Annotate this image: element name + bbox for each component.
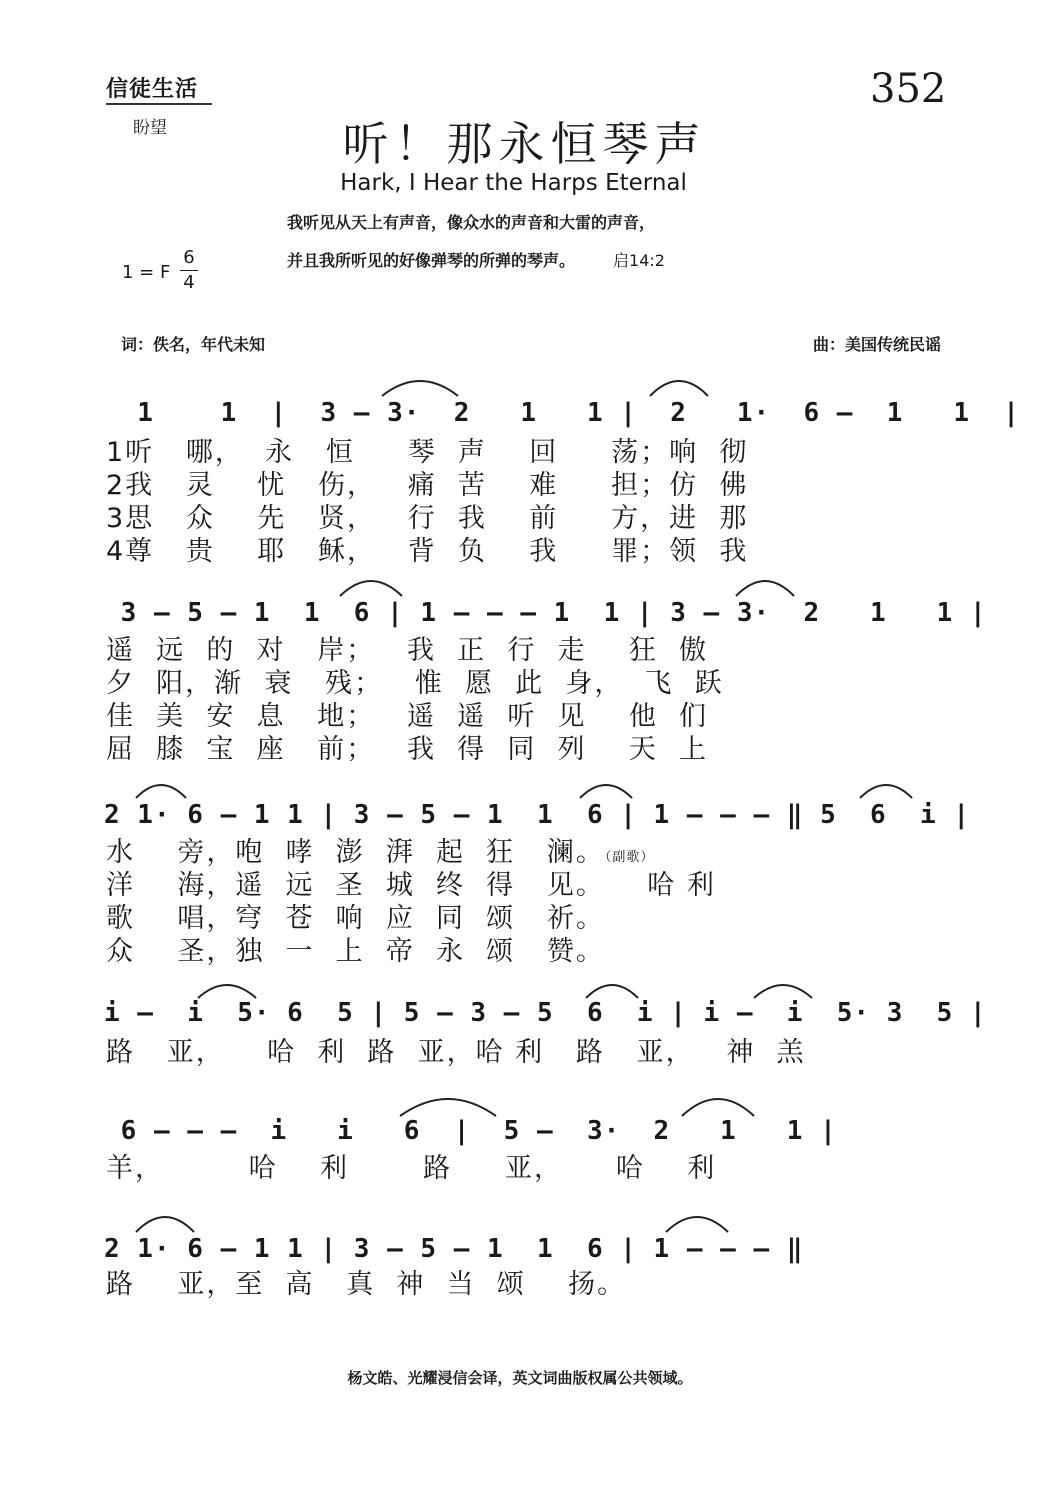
lyric-line-2-verse-1: 遥 远 的 对 岸； 我 正 行 走 狂 傲 <box>106 635 708 666</box>
notation-line-4: i – i 5· 6 5 | 5 – 3 – 5 6 i | i – i 5· 3 5 | <box>104 998 987 1028</box>
notation-line-3: 2 1· 6 – 1 1 | 3 – 5 – 1 1 6 | 1 – – – ‖ 5 6 i | <box>104 800 970 830</box>
lyric-line-1-verse-3: 3思 众 先 贤， 行 我 前 方，进 那 <box>106 503 749 534</box>
section-name: 盼望 <box>133 118 167 138</box>
lyric-line-1-verse-1: 1听 哪， 永 恒 琴 声 回 荡；响 彻 <box>106 437 749 468</box>
slur-mark <box>398 1090 498 1118</box>
lyric-line-3-verse-2: 洋 海，遥 远 圣 城 终 得 见。 哈 利 <box>106 870 716 901</box>
book-title: 信徒生活 <box>106 76 199 102</box>
time-signature <box>178 246 200 295</box>
copyright-note: 杨文皓、光耀浸信会译，英文词曲版权属公共领域。 <box>347 1369 693 1387</box>
meter-top: 6 <box>183 247 195 268</box>
slur-mark <box>734 572 796 598</box>
slur-mark <box>380 372 460 398</box>
slur-mark <box>664 1208 730 1234</box>
scripture-line-1: 我听见从天上有声音，像众水的声音和大雷的声音， <box>287 213 656 232</box>
slur-mark <box>584 976 640 1000</box>
composer-credit: 曲：美国传统民谣 <box>812 335 941 354</box>
hymn-title-english: Hark, I Hear the Harps Eternal <box>340 170 687 196</box>
lyric-line-2-verse-4: 屈 膝 宝 座 前； 我 得 同 列 天 上 <box>106 734 708 765</box>
lyric-line-1-verse-2: 2我 灵 忧 伤， 痛 苦 难 担；仿 佛 <box>106 470 749 501</box>
lyric-line-2-verse-2: 夕 阳，渐 衰 残； 惟 愿 此 身， 飞 跃 <box>106 668 724 699</box>
slur-mark <box>338 572 404 598</box>
lyric-line-3-verse-3: 歌 唱，穹 苍 响 应 同 颂 祈。 <box>106 903 605 934</box>
slur-mark <box>858 776 914 800</box>
slur-mark <box>752 976 814 1000</box>
meter-bottom: 4 <box>183 272 195 293</box>
scripture-line-2: 并且我所听见的好像弹琴的所弹的琴声。 启14:2 <box>287 251 665 270</box>
slur-mark <box>680 1090 756 1118</box>
scripture-reference: 启14:2 <box>613 251 665 270</box>
lyric-line-1-verse-4: 4尊 贵 耶 稣， 背 负 我 罪；领 我 <box>106 536 749 567</box>
lyric-line-3-verse-4: 众 圣，独 一 上 帝 永 颂 赞。 <box>106 936 605 967</box>
lyricist-credit: 词：佚名，年代未知 <box>121 335 266 354</box>
lyric-line-4: 路 亚， 哈 利 路 亚，哈 利 路 亚， 神 羔 <box>106 1037 806 1068</box>
slur-mark <box>134 1208 196 1234</box>
key-signature: 1 = F <box>122 262 171 283</box>
notation-line-6: 2 1· 6 – 1 1 | 3 – 5 – 1 1 6 | 1 – – – ‖ <box>104 1234 804 1264</box>
slur-mark <box>196 976 258 1000</box>
slur-mark <box>648 372 710 398</box>
lyric-line-5: 羊， 哈 利 路 亚， 哈 利 <box>106 1153 717 1184</box>
hymn-number: 352 <box>870 66 947 112</box>
book-title-underline <box>106 103 212 105</box>
notation-line-1: 1 1 | 3 – 3· 2 1 1 | 2 1· 6 – 1 1 | <box>104 398 1020 428</box>
scripture-quote <box>287 204 665 280</box>
slur-mark <box>578 776 634 800</box>
hymn-title-chinese: 听！那永恒琴声 <box>342 117 707 171</box>
lyric-line-3-verse-1: 水 旁，咆 哮 澎 湃 起 狂 澜。（副歌） <box>106 837 655 868</box>
slur-mark <box>134 776 188 800</box>
notation-line-5: 6 – – – i i 6 | 5 – 3· 2 1 1 | <box>104 1116 837 1146</box>
lyric-line-6: 路 亚，至 高 真 神 当 颂 扬。 <box>106 1269 627 1300</box>
lyric-line-2-verse-3: 佳 美 安 息 地； 遥 遥 听 见 他 们 <box>106 701 708 732</box>
refrain-label: （副歌） <box>604 850 655 865</box>
notation-line-2: 3 – 5 – 1 1 6 | 1 – – – 1 1 | 3 – 3· 2 1 1 | <box>104 598 987 628</box>
